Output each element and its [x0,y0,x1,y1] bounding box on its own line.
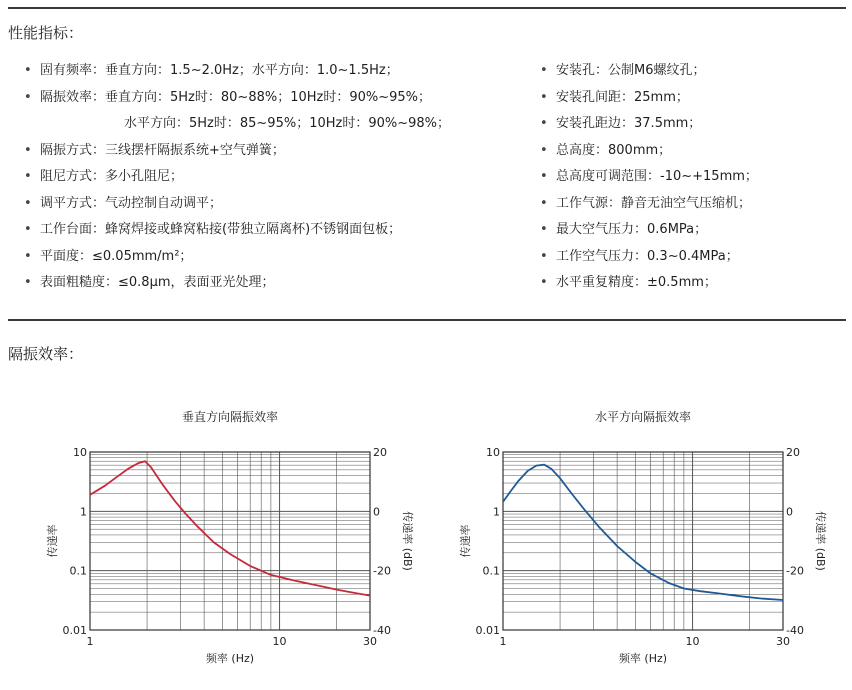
x-axis-label: 频率 (Hz) [205,652,255,665]
bullet-icon: • [24,89,32,105]
spec-label: 安装孔距边： [556,116,635,131]
spec-item [24,137,450,164]
spec-label: 固有频率： [40,63,106,78]
top-rule [8,7,846,9]
spec-label: 总高度： [556,142,609,158]
chart-title-vertical: 垂直方向隔振效率 [181,410,278,424]
chart-horizontal [453,430,833,670]
spec-value: 25mm； [634,89,689,105]
spec-item [24,216,450,243]
spec-label: 工作台面： [40,222,106,237]
x-tick: 30 [363,635,377,648]
spec-value: 静音无油空气压缩机； [621,195,752,211]
bullet-icon: • [24,275,32,290]
spec-label: 水平重复精度： [556,275,648,290]
spec-item [24,84,450,111]
y-tick-right: -20 [786,564,804,578]
bullet-icon: • [24,248,32,264]
spec-item [24,243,450,270]
spec-label: 总高度可调范围： [556,169,661,184]
bullet-icon: • [24,195,32,211]
plot-frame [90,452,370,630]
section-heading-isolation: 隔振效率： [8,345,84,363]
bullet-icon: • [24,142,32,158]
spec-item [540,216,758,243]
y-tick-right: 0 [786,505,793,519]
chart-title-horizontal: 水平方向隔振效率 [594,410,691,424]
spec-list-right [540,57,758,296]
spec-item [540,190,758,217]
y-tick-left: 10 [486,446,500,459]
x-tick: 10 [272,635,287,648]
y-tick-right: -40 [786,624,804,637]
y-axis-label-left: 传递率 [459,524,472,558]
bullet-icon: • [540,142,548,158]
bullet-icon: • [540,116,548,131]
spec-label: 隔振效率： [40,89,106,105]
bullet-icon: • [24,222,32,237]
spec-value: 三线摆杆隔振系统+空气弹簧； [105,142,285,158]
spec-label: 工作空气压力： [556,248,648,264]
spec-item [24,57,450,84]
x-tick: 1 [499,635,507,648]
spec-value: 蜂窝焊接或蜂窝粘接(带独立隔离杯)不锈钢面包板； [105,222,402,237]
y-tick-right: 20 [373,446,387,459]
y-tick-left: 0.1 [69,564,87,578]
spec-item [24,163,450,190]
spec-value: 37.5mm； [634,116,702,131]
spec-value: 水平方向：5Hz时：85~95%；10Hz时：90%~98%； [124,116,451,131]
spec-item [540,163,758,190]
spec-item [24,269,450,296]
bullet-icon: • [24,63,32,78]
spec-label: 阻尼方式： [40,169,106,184]
bullet-icon: • [540,275,548,290]
bullet-icon: • [540,169,548,184]
spec-item [540,137,758,164]
middle-rule [8,319,846,321]
spec-value: ≤0.05mm/m²； [92,248,193,264]
x-tick: 30 [776,635,790,648]
y-tick-right: 20 [786,446,800,459]
spec-label: 调平方式： [40,195,106,211]
spec-item [540,269,758,296]
y-tick-left: 1 [80,505,87,519]
y-tick-right: -20 [373,564,391,578]
spec-value: 垂直方向：5Hz时：80~88%；10Hz时：90%~95%； [105,89,432,105]
grid [90,452,370,630]
y-axis-label-right: 传递率 (dB) [814,511,827,571]
spec-item [24,190,450,217]
spec-value: -10~+15mm； [660,169,758,184]
spec-value: 多小孔阻尼； [105,169,184,184]
spec-item [540,57,758,84]
plot-frame [503,452,783,630]
spec-value: 公制M6螺纹孔； [608,63,706,78]
spec-label: 平面度： [40,248,93,264]
x-tick: 10 [685,635,700,648]
bullet-icon: • [540,222,548,237]
spec-value: 0.6MPa； [647,222,708,237]
spec-item [40,110,450,137]
spec-value: 800mm； [608,142,672,158]
section-heading-specs: 性能指标： [8,24,84,42]
bullet-icon: • [540,248,548,264]
y-tick-left: 10 [73,446,87,459]
bullet-icon: • [540,89,548,105]
bullet-icon: • [540,195,548,211]
y-tick-left: 0.01 [475,624,500,637]
y-tick-left: 0.01 [62,624,87,637]
spec-label: 安装孔间距： [556,89,635,105]
bullet-icon: • [24,169,32,184]
spec-item [540,110,758,137]
spec-label: 最大空气压力： [556,222,648,237]
grid [503,452,783,630]
spec-list-left [24,57,451,296]
spec-value: 0.3~0.4MPa； [647,248,739,264]
spec-label: 工作气源： [556,195,622,211]
spec-value: 垂直方向：1.5~2.0Hz；水平方向：1.0~1.5Hz； [105,63,399,78]
y-tick-right: 0 [373,505,380,519]
y-axis-label-left: 传递率 [46,524,59,558]
bullet-icon: • [540,63,548,78]
spec-label: 安装孔： [556,63,609,78]
spec-value: 气动控制自动调平； [105,195,223,211]
x-tick: 1 [86,635,94,648]
transmissibility-curve [90,461,370,595]
spec-label: 表面粗糙度： [40,275,119,290]
spec-item [540,243,758,270]
spec-value: ≤0.8μm，表面亚光处理； [118,275,275,290]
y-tick-left: 1 [493,505,500,519]
y-tick-left: 0.1 [482,564,500,578]
spec-item [540,84,758,111]
spec-value: ±0.5mm； [647,275,717,290]
chart-vertical [40,430,420,670]
y-tick-right: -40 [373,624,391,637]
x-axis-label: 频率 (Hz) [618,652,668,665]
spec-label: 隔振方式： [40,142,106,158]
y-axis-label-right: 传递率 (dB) [401,511,414,571]
